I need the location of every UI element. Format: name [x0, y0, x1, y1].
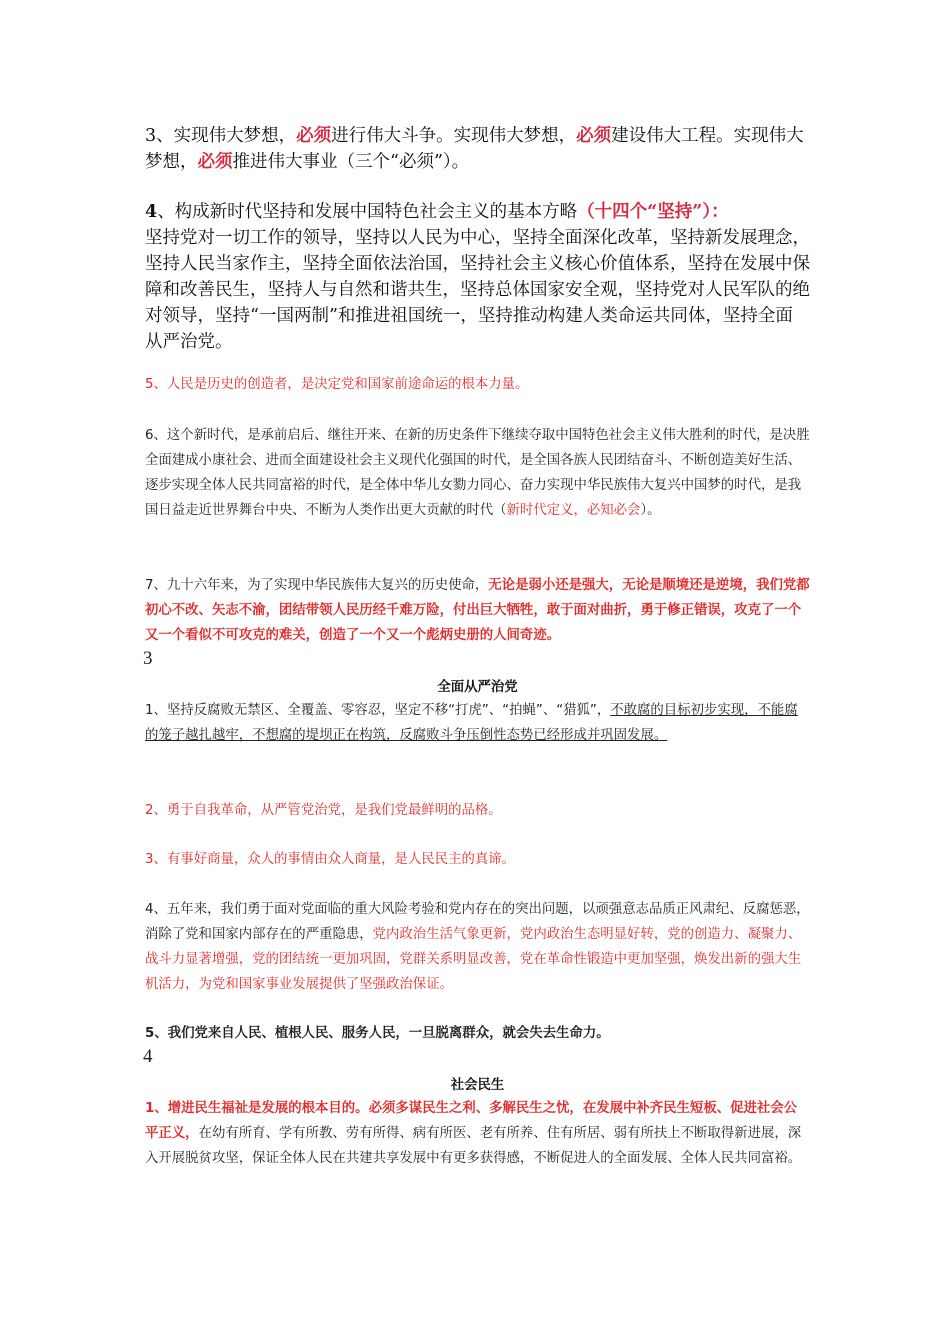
text-run: 1、 — [145, 1101, 168, 1116]
highlight-red: 有事好商量，众人的事情由众人商量，是人民民主的真谛。 — [166, 852, 516, 867]
text-run: 5、 — [145, 377, 167, 392]
paragraph-democracy — [145, 847, 810, 872]
paragraph-livelihood — [145, 1096, 810, 1171]
text-run: 、构成新时代坚持和发展中国特色社会主义的基本方略 — [157, 202, 578, 222]
text-run: 2、 — [145, 803, 167, 818]
paragraph-self-revolution — [145, 798, 810, 823]
item-number: 4 — [145, 202, 158, 222]
highlight-red-bold: 增进民生福祉是发展的根本目的。必须多谋民生之利、多解民生之忧，在发展中补齐民生短板、促进社会公平正义， — [145, 1101, 798, 1141]
highlight-bixu: 必须 — [576, 126, 612, 146]
paragraph-five-years — [145, 897, 810, 997]
highlight-bixu: 必须 — [296, 126, 332, 146]
page-number: 3 — [143, 648, 153, 669]
paragraph-from-the-people: 5、我们党来自人民、植根人民、服务人民，一旦脱离群众，就会失去生命力。 — [145, 1026, 610, 1041]
highlight-fourteen: （十四个“坚持”）： — [577, 202, 729, 222]
paragraph-6-new-era — [145, 423, 810, 523]
text-run: 建设伟大工程。实现伟大梦想， — [145, 126, 804, 172]
section-heading: 社会民生 — [450, 1078, 505, 1093]
highlight-bixu: 必须 — [197, 152, 233, 172]
paragraph-5-people — [145, 372, 810, 397]
section-heading: 全面从严治党 — [437, 680, 518, 695]
text-run: 推进伟大事业（三个“必须”）。 — [232, 152, 470, 172]
highlight-red-bold: 无论是弱小还是强大，无论是顺境还是逆境，我们党都初心不改、矢志不渝，团结带领人民历经千难万险，付出巨大牺牲，敢于面对曲折，勇于修正错误，攻克了一个又一个看似不可攻克的难关，创造了一个又一个彪炳史册的人间奇迹。 — [145, 578, 810, 643]
text-run: ）。 — [640, 503, 661, 518]
highlight-red: 新时代定义，必知必会 — [506, 503, 641, 518]
text-run: 1、坚持反腐败无禁区、全覆盖、零容忍，坚定不移“打虎”、“拍蝇”、“猎狐”， — [145, 703, 611, 718]
paragraph-4-fourteen-adheres — [145, 199, 810, 355]
highlight-red: 勇于自我革命，从严管党治党，是我们党最鲜明的品格。 — [166, 803, 502, 818]
text-run: 6、这个新时代，是承前启后、继往开来、在新的历史条件下继续夺取中国特色社会主义伟大胜利的时代，是决胜全面建成小康社会、进而全面建设社会主义现代化强国的时代，是全国各族人民团结奋斗、不断创造美好生活、逐步实现全体人民共同富裕的时代，是全体中华儿女勠力同心、奋力实现中华民族伟大复兴中国梦的时代，是我国日益走近世界舞台中央、不断为人类作出更大贡献的时代（ — [145, 428, 810, 518]
text-run: 进行伟大斗争。实现伟大梦想， — [331, 126, 577, 146]
underlined-text: 不敢腐的目标初步实现，不能腐的笼子越扎越牢，不想腐的堤坝正在构筑，反腐败斗争压倒性态势已经形成并巩固发展。 — [145, 703, 798, 743]
text-run: 3、 — [145, 852, 167, 867]
highlight-red: 党内政治生活气象更新，党内政治生态明显好转，党的创造力、凝聚力、战斗力显著增强，党的团结统一更加巩固，党群关系明显改善，党在革命性锻造中更加坚强，焕发出新的强大生机活力，为党和国家事业发展提供了坚强政治保证。 — [145, 927, 802, 992]
highlight-red: 人民是历史的创造者，是决定党和国家前途命运的根本力量。 — [166, 377, 529, 392]
paragraph-7-ninety-six-years — [145, 573, 810, 648]
page-number: 4 — [143, 1046, 153, 1067]
paragraph-3-three-musts — [145, 123, 810, 175]
text-run: 在幼有所育、学有所教、劳有所得、病有所医、老有所养、住有所居、弱有所扶上不断取得新进展，深入开展脱贫攻坚，保证全体人民在共建共享发展中有更多获得感，不断促进人的全面发展、全体人民共同富裕。 — [145, 1126, 802, 1166]
text-run: 坚持党对一切工作的领导，坚持以人民为中心，坚持全面深化改革，坚持新发展理念，坚持人民当家作主，坚持全面依法治国，坚持社会主义核心价值体系，坚持在发展中保障和改善民生，坚持人与自然和谐共生，坚持总体国家安全观，坚持党对人民军队的绝对领导，坚持“一国两制”和推进祖国统一，坚持推动构建人类命运共同体，坚持全面从严治党。 — [145, 228, 810, 352]
text-run: 3、实现伟大梦想， — [145, 126, 297, 146]
paragraph-anti-corruption — [145, 698, 810, 748]
text-run: 7、九十六年来，为了实现中华民族伟大复兴的历史使命， — [145, 578, 489, 593]
text-run: 4、五年来，我们勇于面对党面临的重大风险考验和党内存在的突出问题，以顽强意志品质正风肃纪、反腐惩恶，消除了党和国家内部存在的严重隐患， — [145, 902, 810, 942]
